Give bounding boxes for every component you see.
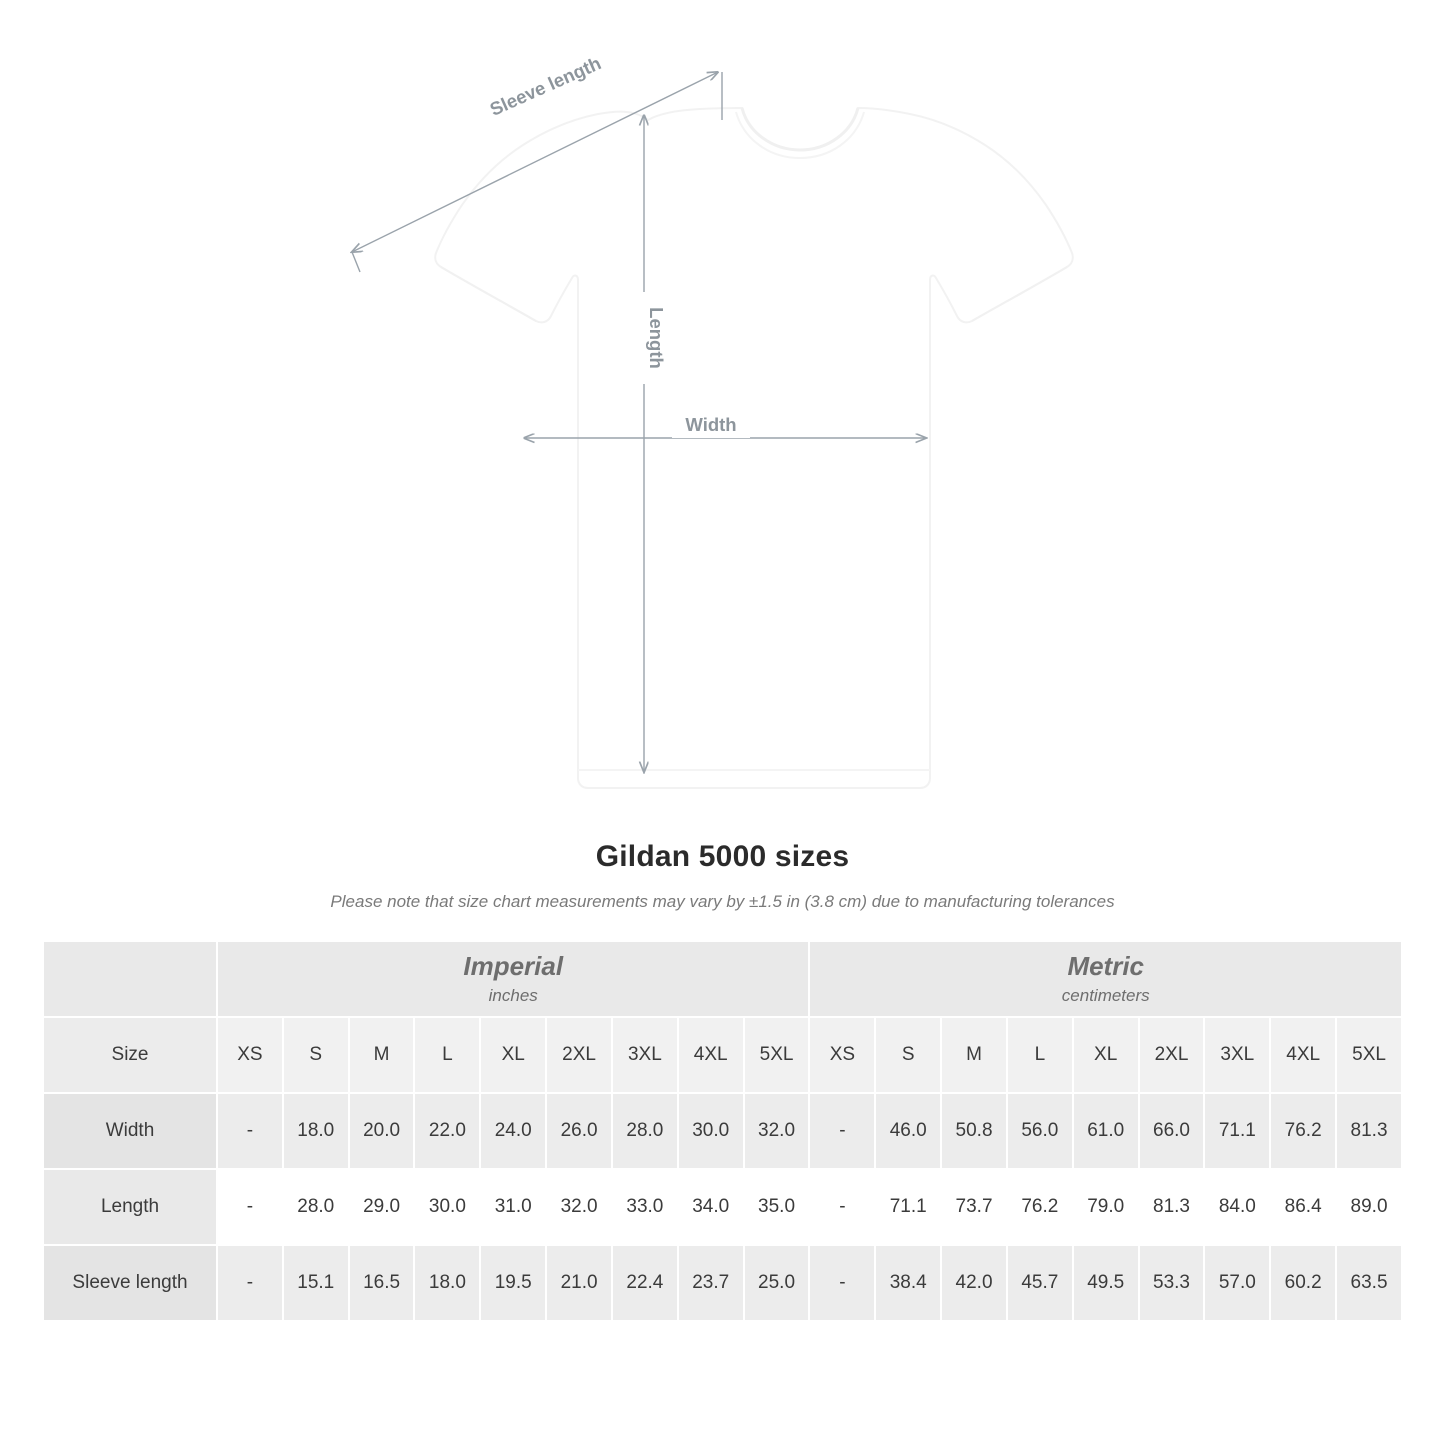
cell-length-imperial-6: 33.0 — [612, 1169, 678, 1245]
col-imperial-3xl: 3XL — [612, 1017, 678, 1093]
cell-length-metric-1: 71.1 — [875, 1169, 941, 1245]
row-label-width: Width — [43, 1093, 217, 1169]
cell-sleeve-imperial-0: - — [217, 1245, 283, 1321]
cell-sleeve-imperial-7: 23.7 — [678, 1245, 744, 1321]
row-label-sleeve-length: Sleeve length — [43, 1245, 217, 1321]
tolerance-note: Please note that size chart measurements may vary by ±1.5 in (3.8 cm) due to manufacturing tolerances — [330, 892, 1115, 911]
cell-sleeve-metric-7: 60.2 — [1270, 1245, 1336, 1321]
cell-width-imperial-1: 18.0 — [283, 1093, 349, 1169]
cell-length-imperial-2: 29.0 — [349, 1169, 415, 1245]
cell-width-imperial-0: - — [217, 1093, 283, 1169]
cell-sleeve-metric-3: 45.7 — [1007, 1245, 1073, 1321]
length-label: Length — [646, 307, 667, 369]
title-block — [0, 840, 1445, 912]
row-label-length: Length — [43, 1169, 217, 1245]
cell-sleeve-imperial-8: 25.0 — [744, 1245, 810, 1321]
col-imperial-m: M — [349, 1017, 415, 1093]
cell-length-metric-8: 89.0 — [1336, 1169, 1402, 1245]
cell-sleeve-imperial-1: 15.1 — [283, 1245, 349, 1321]
col-metric-m: M — [941, 1017, 1007, 1093]
cell-width-imperial-2: 20.0 — [349, 1093, 415, 1169]
cell-length-imperial-4: 31.0 — [480, 1169, 546, 1245]
cell-sleeve-metric-2: 42.0 — [941, 1245, 1007, 1321]
unit-header-metric — [809, 941, 1402, 1017]
cell-width-imperial-4: 24.0 — [480, 1093, 546, 1169]
unit-header-spacer — [43, 941, 217, 1017]
cell-width-imperial-7: 30.0 — [678, 1093, 744, 1169]
col-imperial-xl: XL — [480, 1017, 546, 1093]
unit-header-imperial — [217, 941, 809, 1017]
cell-length-metric-6: 84.0 — [1204, 1169, 1270, 1245]
cell-width-imperial-3: 22.0 — [414, 1093, 480, 1169]
col-imperial-2xl: 2XL — [546, 1017, 612, 1093]
col-metric-xl: XL — [1073, 1017, 1139, 1093]
width-label: Width — [685, 414, 737, 435]
cell-sleeve-imperial-5: 21.0 — [546, 1245, 612, 1321]
cell-sleeve-imperial-4: 19.5 — [480, 1245, 546, 1321]
cell-sleeve-metric-1: 38.4 — [875, 1245, 941, 1321]
size-table — [42, 940, 1403, 1322]
unit-header-row — [43, 941, 1402, 1017]
col-metric-4xl: 4XL — [1270, 1017, 1336, 1093]
cell-width-metric-2: 50.8 — [941, 1093, 1007, 1169]
cell-sleeve-metric-5: 53.3 — [1139, 1245, 1205, 1321]
cell-width-metric-6: 71.1 — [1204, 1093, 1270, 1169]
cell-sleeve-imperial-3: 18.0 — [414, 1245, 480, 1321]
unit-name-metric: Metric — [1067, 951, 1145, 981]
cell-width-metric-7: 76.2 — [1270, 1093, 1336, 1169]
cell-length-imperial-5: 32.0 — [546, 1169, 612, 1245]
col-metric-3xl: 3XL — [1204, 1017, 1270, 1093]
cell-length-metric-7: 86.4 — [1270, 1169, 1336, 1245]
unit-sub-imperial: inches — [488, 985, 538, 1005]
cell-length-metric-2: 73.7 — [941, 1169, 1007, 1245]
cell-sleeve-imperial-2: 16.5 — [349, 1245, 415, 1321]
col-imperial-s: S — [283, 1017, 349, 1093]
col-imperial-l: L — [414, 1017, 480, 1093]
cell-length-metric-0: - — [809, 1169, 875, 1245]
unit-sub-metric: centimeters — [1061, 985, 1150, 1005]
col-metric-5xl: 5XL — [1336, 1017, 1402, 1093]
cell-width-metric-1: 46.0 — [875, 1093, 941, 1169]
cell-length-metric-5: 81.3 — [1139, 1169, 1205, 1245]
cell-sleeve-metric-6: 57.0 — [1204, 1245, 1270, 1321]
page-title: Gildan 5000 sizes — [595, 840, 850, 873]
cell-width-metric-0: - — [809, 1093, 875, 1169]
cell-length-metric-3: 76.2 — [1007, 1169, 1073, 1245]
unit-name-imperial: Imperial — [463, 951, 564, 981]
cell-sleeve-imperial-6: 22.4 — [612, 1245, 678, 1321]
col-imperial-5xl: 5XL — [744, 1017, 810, 1093]
cell-width-metric-4: 61.0 — [1073, 1093, 1139, 1169]
sleeve-length-label: Sleeve length — [486, 52, 605, 120]
col-metric-l: L — [1007, 1017, 1073, 1093]
cell-width-metric-3: 56.0 — [1007, 1093, 1073, 1169]
col-metric-xs: XS — [809, 1017, 875, 1093]
cell-length-imperial-3: 30.0 — [414, 1169, 480, 1245]
col-metric-2xl: 2XL — [1139, 1017, 1205, 1093]
col-imperial-4xl: 4XL — [678, 1017, 744, 1093]
cell-sleeve-metric-4: 49.5 — [1073, 1245, 1139, 1321]
cell-width-imperial-6: 28.0 — [612, 1093, 678, 1169]
col-metric-s: S — [875, 1017, 941, 1093]
table-row — [43, 1093, 1402, 1169]
size-header-label: Size — [43, 1017, 217, 1093]
cell-width-imperial-5: 26.0 — [546, 1093, 612, 1169]
cell-length-imperial-1: 28.0 — [283, 1169, 349, 1245]
cell-length-imperial-7: 34.0 — [678, 1169, 744, 1245]
cell-sleeve-metric-8: 63.5 — [1336, 1245, 1402, 1321]
cell-sleeve-metric-0: - — [809, 1245, 875, 1321]
cell-width-metric-8: 81.3 — [1336, 1093, 1402, 1169]
tshirt-shape — [435, 108, 1073, 788]
size-header-row — [43, 1017, 1402, 1093]
size-table-wrapper — [42, 940, 1403, 1322]
cell-length-metric-4: 79.0 — [1073, 1169, 1139, 1245]
cell-length-imperial-8: 35.0 — [744, 1169, 810, 1245]
table-row — [43, 1245, 1402, 1321]
cell-length-imperial-0: - — [217, 1169, 283, 1245]
cell-width-metric-5: 66.0 — [1139, 1093, 1205, 1169]
cell-width-imperial-8: 32.0 — [744, 1093, 810, 1169]
table-row — [43, 1169, 1402, 1245]
col-imperial-xs: XS — [217, 1017, 283, 1093]
